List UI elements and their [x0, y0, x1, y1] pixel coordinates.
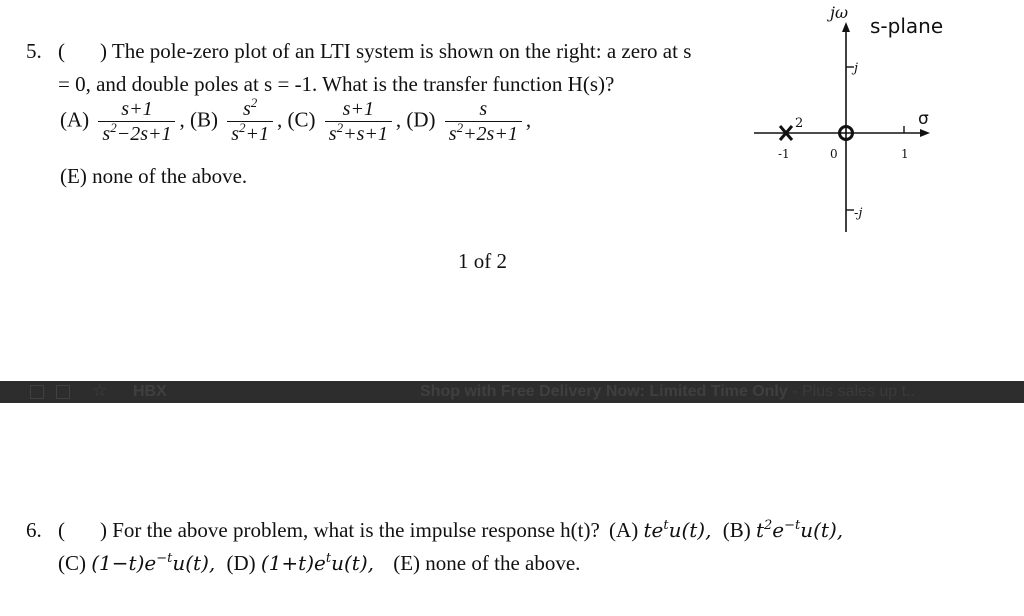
ad-brand: HBX: [133, 383, 167, 400]
q5-option-e: (E) none of the above.: [60, 164, 248, 188]
q5-option-c-denominator: $s^2+s+1$: [325, 121, 392, 146]
tick-0-label: 0: [830, 147, 838, 161]
q5-option-b-denominator: $s^2+1$: [227, 121, 273, 146]
q6-option-a: $te^tu(t)$,: [643, 518, 712, 542]
q6-answer-blank[interactable]: (: [58, 518, 65, 542]
q5-option-c-numerator: s+1: [342, 98, 374, 120]
q6-line1: ) For the above problem, what is the impulse response h(t)?: [100, 518, 600, 542]
q5-option-a-denominator: $s^2-2s+1$: [98, 121, 175, 146]
q6-option-c-label: (C): [58, 551, 86, 575]
q5-option-b-label: (B): [189, 107, 218, 132]
q6-option-c: $(1-t)e^{-t}u(t)$,: [91, 551, 216, 575]
tick-1-label: 1: [901, 147, 909, 161]
q5-number: 5.: [26, 39, 42, 63]
ad-checkbox-icon: [30, 385, 44, 399]
ad-headline[interactable]: Shop with Free Delivery Now: Limited Time Only - Plus sales up t..: [420, 383, 915, 400]
ad-banner[interactable]: [0, 381, 1024, 403]
q5-option-b-fraction: [227, 97, 273, 146]
tick-neg1-label: -1: [778, 147, 790, 161]
q5-options-row: (A) $\frac{s+1}{s^2-2s+1}$ , (B) $\frac{s^2}{s^2+1}$ , (C) $\frac{s+1}{s^2+s+1}$ , (D) $\frac{s}{s^2+2s+1}$ ,: [60, 95, 532, 145]
q6-option-a-label: (A): [609, 518, 639, 542]
real-axis-arrow: [920, 129, 930, 137]
ad-checkbox-icon: [56, 385, 70, 399]
pole-multiplicity-label: 2: [795, 116, 804, 131]
imag-axis-arrow: [842, 22, 850, 32]
q5-option-c-fraction: [325, 97, 392, 146]
q5-option-d-numerator: s: [479, 98, 488, 120]
q5-option-a-label: (A): [60, 107, 90, 132]
tick-neg-j-label: -j: [854, 206, 863, 221]
q5-option-c-label: (C): [287, 107, 316, 132]
q5-option-d-denominator: $s^2+2s+1$: [445, 121, 522, 146]
q5-answer-blank[interactable]: (: [58, 39, 65, 63]
q6-option-d: $(1+t)e^tu(t)$,: [260, 551, 374, 575]
q5-line1: ) The pole-zero plot of an LTI system is shown on the right: a zero at s: [100, 39, 692, 63]
q5-option-a-numerator: s+1: [121, 98, 153, 120]
jw-label: jω: [830, 3, 849, 22]
q5-option-d-fraction: [445, 97, 522, 146]
q5-line2: = 0, and double poles at s = -1. What is the transfer function H(s)?: [58, 72, 615, 96]
ad-subtext: - Plus sales up t..: [787, 383, 915, 400]
q5-option-d-label: (D): [406, 107, 436, 132]
sigma-label: σ: [918, 109, 929, 129]
q6-option-b-label: (B): [722, 518, 751, 542]
q6-number: 6.: [26, 518, 42, 542]
q6-option-e: (E) none of the above.: [393, 551, 581, 575]
q6-option-d-label: (D): [226, 551, 256, 575]
q6-option-b: $t^2e^{-t}u(t)$,: [755, 518, 844, 542]
s-plane-plot: [740, 0, 1024, 240]
page-indicator: 1 of 2: [458, 249, 507, 273]
tick-j-label: j: [854, 61, 859, 76]
star-icon: ☆: [92, 381, 108, 400]
q5-option-b-numerator: $s^2$: [242, 95, 258, 120]
q5-option-a-fraction: [98, 97, 175, 146]
s-plane-title: s-plane: [870, 14, 944, 38]
